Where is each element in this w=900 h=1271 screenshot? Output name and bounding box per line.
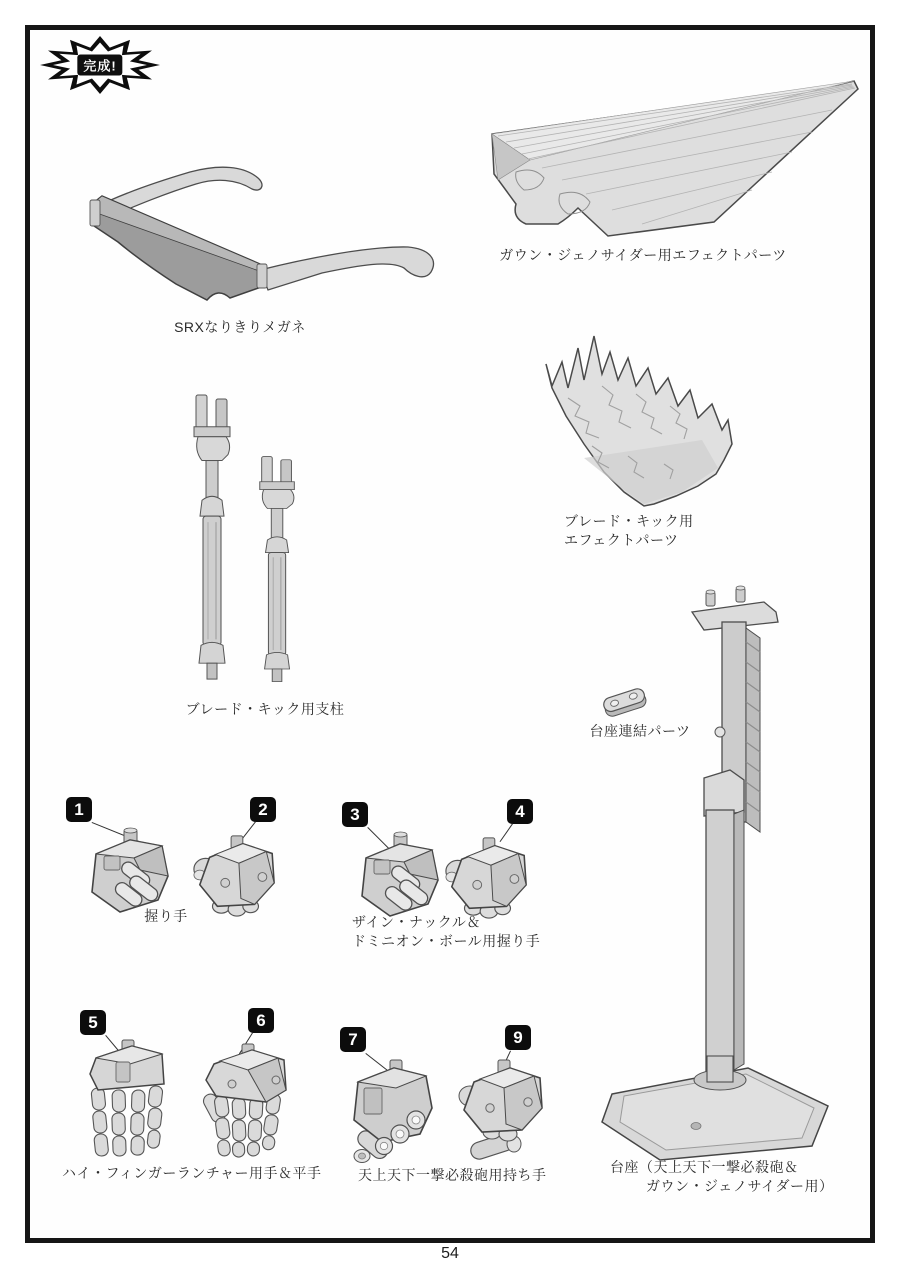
knuckle-hand-right-illustration [436,832,538,922]
part-badge-9: 9 [505,1025,531,1050]
part-badge-2: 2 [250,797,276,822]
part-badge-5: 5 [80,1010,106,1035]
knuckle-hand-label-line1: ザイン・ナックル＆ [352,914,481,930]
grip-hand-left-illustration [80,826,180,918]
kick-effect-illustration [532,328,772,513]
part-badge-7: 7 [340,1027,366,1052]
knuckle-hand-left-illustration [350,830,450,922]
completion-burst-icon [38,34,162,96]
knuckle-hand-label [352,913,540,951]
kick-effect-label-line1: ブレード・キック用 [564,513,694,529]
beam-effect-illustration [482,72,872,242]
kick-strut-label: ブレード・キック用支柱 [185,701,345,717]
display-stand-label-line2: ガウン・ジェノサイダー用） [646,1178,834,1194]
display-stand-illustration [596,582,836,1162]
cannon-hand-label: 天上天下一撃必殺砲用持ち手 [358,1167,547,1183]
part-badge-6: 6 [248,1008,274,1033]
srx-glasses-illustration [78,138,448,318]
launcher-hand-left-illustration [76,1038,181,1158]
glasses-label: SRXなりきりメガネ [174,319,306,335]
display-stand-label [610,1158,834,1196]
cannon-hand-left-illustration [342,1056,450,1171]
beam-effect-label: ガウン・ジェノサイダー用エフェクトパーツ [499,247,787,263]
page-number: 54 [441,1245,459,1262]
kick-effect-label [564,512,694,550]
launcher-hand-right-illustration [190,1040,298,1158]
grip-hand-label: 握り手 [144,908,188,924]
part-badge-1: 1 [66,797,92,822]
completion-badge: 完成! [77,55,122,76]
part-badge-4: 4 [507,799,533,824]
cannon-hand-right-illustration [452,1058,556,1170]
launcher-hand-label: ハイ・フィンガーランチャー用手＆平手 [62,1165,322,1181]
kick-strut-short-illustration [254,455,302,691]
base-connector-label: 台座連結パーツ [589,723,691,739]
display-stand-label-line1: 台座（天上天下一撃必殺砲＆ [610,1159,799,1175]
kick-effect-label-line2: エフェクトパーツ [564,532,679,548]
kick-strut-long-illustration [188,393,238,691]
part-badge-3: 3 [342,802,368,827]
knuckle-hand-label-line2: ドミニオン・ボール用握り手 [352,933,541,949]
